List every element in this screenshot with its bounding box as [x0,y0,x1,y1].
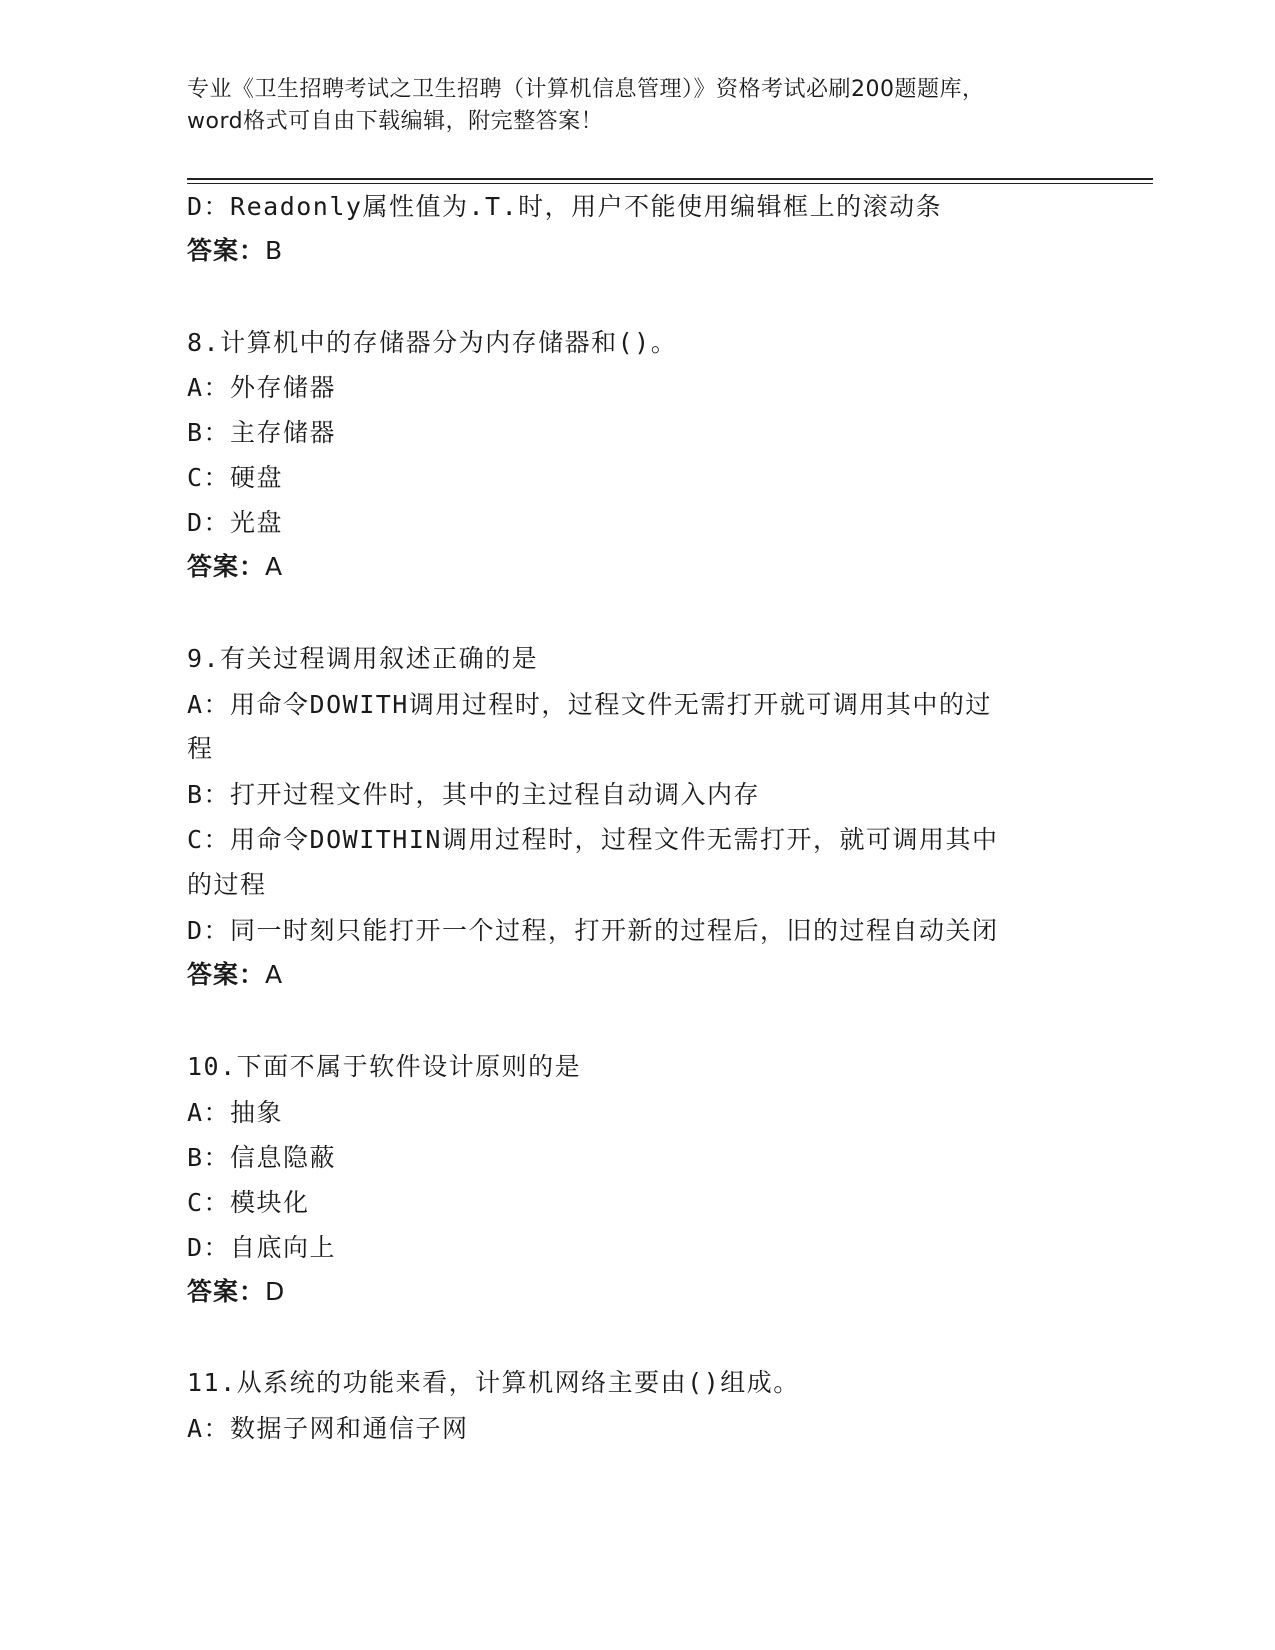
option-d: D：同一时刻只能打开一个过程，打开新的过程后，旧的过程自动关闭 [187,916,999,945]
prev-answer [187,234,283,268]
option-c-continued: 的过程 [187,870,267,899]
answer-label: 答案： [187,552,266,581]
option-c: C：模块化 [187,1188,310,1217]
answer [187,958,283,992]
answer [187,1275,285,1309]
answer-value: D [265,1277,286,1306]
header-divider [187,178,1153,180]
question-stem: 8.计算机中的存储器分为内存储器和()。 [187,328,678,357]
option-d: D：自底向上 [187,1233,337,1262]
header-divider-thin [187,183,1153,184]
option-b: B：打开过程文件时，其中的主过程自动调入内存 [187,780,761,809]
question-stem: 10.下面不属于软件设计原则的是 [187,1052,582,1081]
option-b: B：信息隐蔽 [187,1143,337,1172]
answer-label: 答案： [187,1277,266,1306]
answer-value: A [265,960,284,989]
option-c: C：用命令DOWITHIN调用过程时，过程文件无需打开，就可调用其中 [187,825,999,854]
option-b: B：主存储器 [187,418,337,447]
question-stem: 11.从系统的功能来看，计算机网络主要由()组成。 [187,1368,800,1397]
answer-value: B [265,236,284,265]
option-a: A：外存储器 [187,373,337,402]
option-a: A：抽象 [187,1098,284,1127]
prev-option-d: D：Readonly属性值为.T.时，用户不能使用编辑框上的滚动条 [187,192,943,221]
answer [187,550,283,584]
document-header [187,74,1087,138]
answer-label: 答案： [187,236,266,265]
option-a: A：用命令DOWITH调用过程时，过程文件无需打开就可调用其中的过 [187,690,992,719]
answer-value: A [265,552,284,581]
option-a-continued: 程 [187,734,214,763]
answer-label: 答案： [187,960,266,989]
header-line-2: word格式可自由下载编辑，附完整答案！ [187,109,604,134]
option-d: D：光盘 [187,508,284,537]
option-c: C：硬盘 [187,463,284,492]
header-line-1: 专业《卫生招聘考试之卫生招聘（计算机信息管理）》资格考试必刷200题题库， [187,77,985,102]
question-stem: 9.有关过程调用叙述正确的是 [187,644,539,673]
option-a: A：数据子网和通信子网 [187,1414,469,1443]
